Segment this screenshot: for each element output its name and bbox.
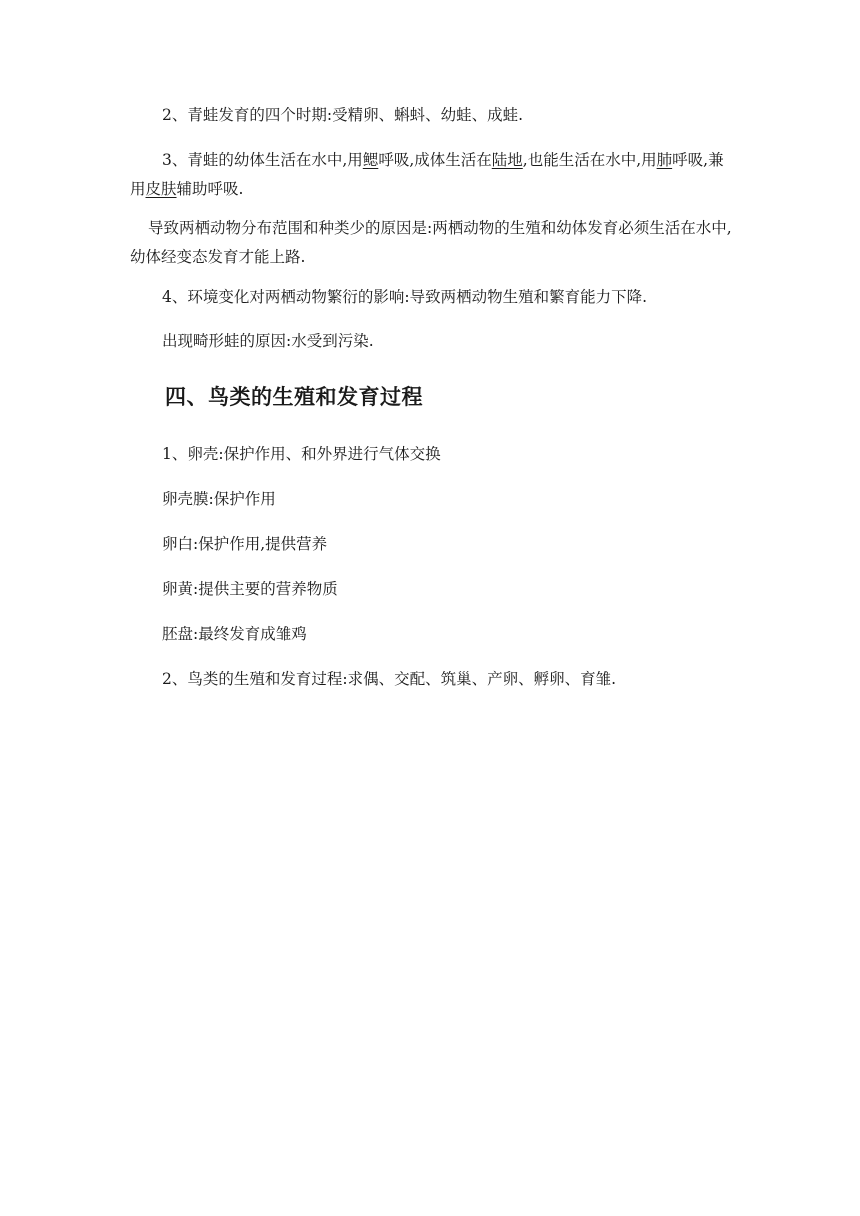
text-segment: 呼吸,兼用	[130, 151, 724, 198]
paragraph-deformed-frogs: 出现畸形蛙的原因:水受到污染.	[162, 332, 374, 350]
paragraph-eggshell: 1、卵壳:保护作用、和外界进行气体交换	[162, 445, 441, 463]
paragraph-germinal-disc: 胚盘:最终发育成雏鸡	[162, 625, 307, 643]
underlined-term-skin: 皮肤	[145, 180, 177, 198]
underlined-term-gills: 鳃	[362, 151, 379, 169]
text-segment: 辅助呼吸.	[176, 180, 244, 198]
paragraph-yolk: 卵黄:提供主要的营养物质	[162, 580, 338, 598]
text-segment: 呼吸,成体生活在	[378, 151, 492, 169]
text-segment: 3、青蛙的幼体生活在水中,用	[162, 151, 363, 169]
underlined-term-land: 陆地	[491, 151, 523, 169]
section-heading: 四、鸟类的生殖和发育过程	[165, 385, 423, 409]
paragraph-amphibian-distribution: 导致两栖动物分布范围和种类少的原因是:两栖动物的生殖和幼体发育必须生活在水中,幼体经变态发育才能上路.	[130, 219, 732, 266]
paragraph-shell-membrane: 卵壳膜:保护作用	[162, 490, 276, 508]
underlined-term-lungs: 肺	[656, 151, 673, 169]
paragraph-frog-breathing	[130, 146, 734, 204]
paragraph-bird-reproduction: 2、鸟类的生殖和发育过程:求偶、交配、筑巢、产卵、孵卵、育雏.	[162, 670, 617, 688]
paragraph-environment-impact: 4、环境变化对两栖动物繁衍的影响:导致两栖动物生殖和繁育能力下降.	[162, 288, 648, 306]
text-segment: ,也能生活在水中,用	[522, 151, 657, 169]
paragraph-frog-stages: 2、青蛙发育的四个时期:受精卵、蝌蚪、幼蛙、成蛙.	[162, 106, 524, 124]
paragraph-egg-white: 卵白:保护作用,提供营养	[162, 535, 328, 553]
